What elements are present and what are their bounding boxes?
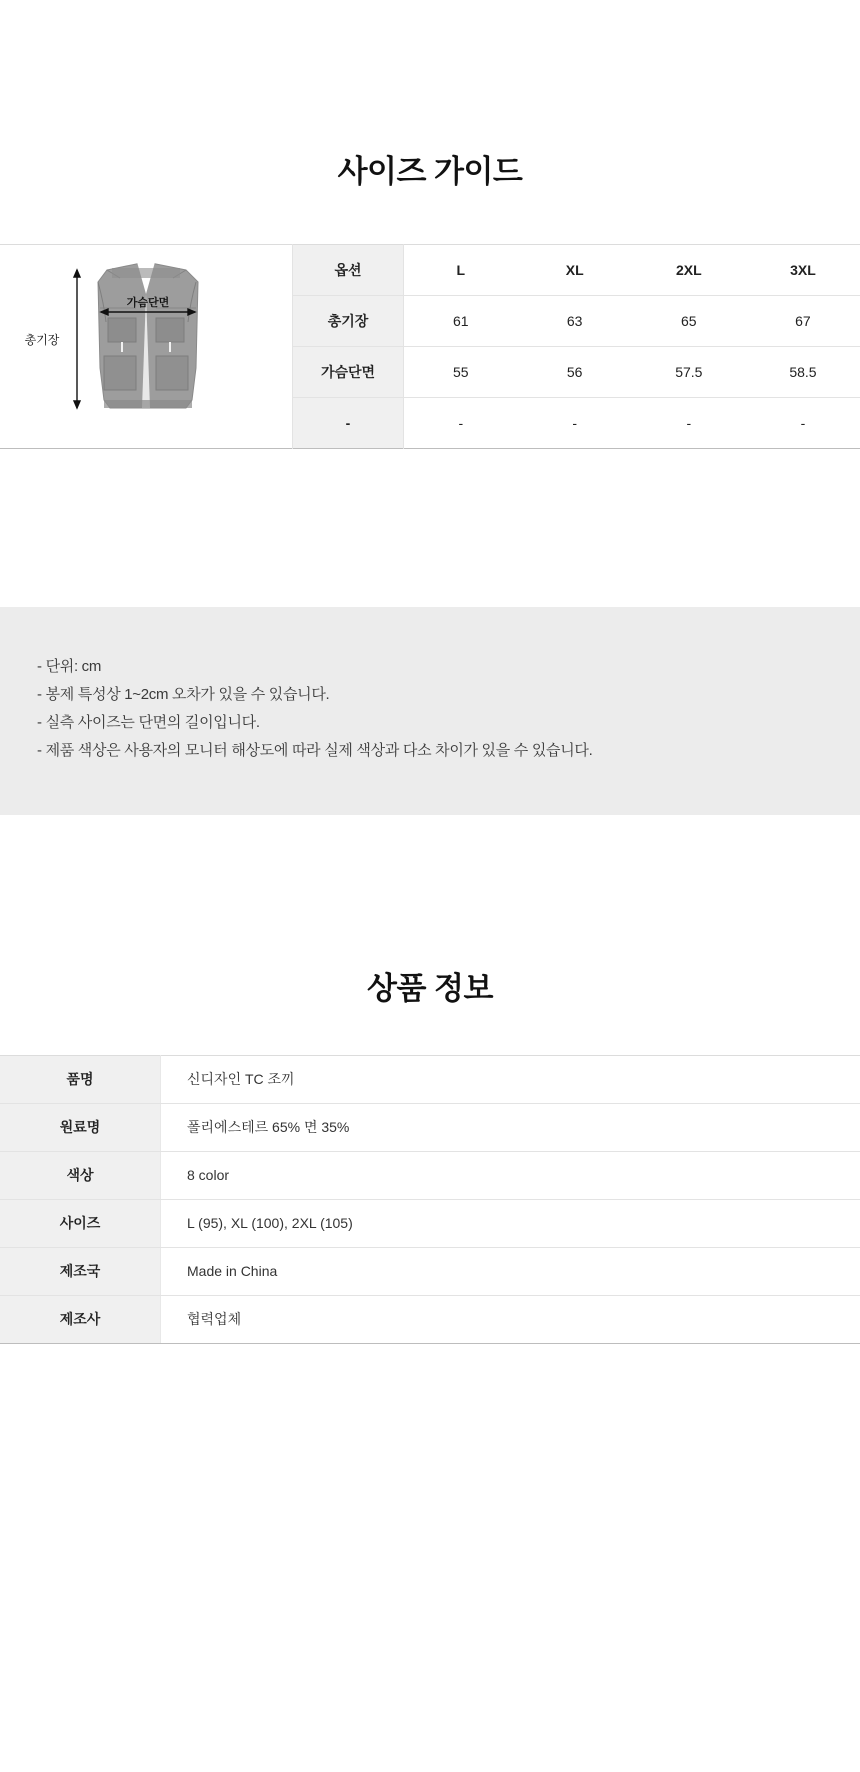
product-info-title: 상품 정보 <box>367 970 493 1006</box>
size-table-header-xl: XL <box>565 261 584 278</box>
info-label-product-name: 품명 <box>0 1055 161 1103</box>
size-table-header-2xl: 2XL <box>675 261 702 278</box>
info-label-color: 색상 <box>0 1151 161 1199</box>
size-cell: - <box>518 397 632 448</box>
size-guide-title: 사이즈 가이드 <box>337 153 523 189</box>
note-line: - 제품 색상은 사용자의 모니터 해상도에 따라 실제 색상과 다소 차이가 있을 수 있습니다. <box>37 741 593 759</box>
info-label-manufacturer: 제조사 <box>0 1295 161 1343</box>
vest-diagram <box>0 248 292 444</box>
table-row <box>0 1247 860 1295</box>
size-cell: 58.5 <box>746 346 860 397</box>
info-value-manufacturer: 협력업체 <box>161 1295 860 1343</box>
table-row <box>0 1151 860 1199</box>
size-guide-section <box>0 244 860 449</box>
size-table-header-3xl: 3XL <box>790 261 816 278</box>
info-label-origin: 제조국 <box>0 1247 161 1295</box>
info-value-material: 폴리에스테르 65% 면 35% <box>161 1103 860 1151</box>
table-row <box>0 244 860 295</box>
size-cell: - <box>404 397 518 448</box>
size-notes-block <box>0 607 860 815</box>
size-cell: 56 <box>518 346 632 397</box>
size-table-header-option: 옵션 <box>293 244 404 295</box>
table-row <box>0 1199 860 1247</box>
product-info-section <box>0 1055 860 1344</box>
size-cell: 57.5 <box>632 346 746 397</box>
size-cell: 61 <box>404 295 518 346</box>
info-value-origin: Made in China <box>161 1247 860 1295</box>
table-row <box>0 1103 860 1151</box>
note-line: - 실측 사이즈는 단면의 길이입니다. <box>37 713 260 731</box>
table-row <box>0 1055 860 1103</box>
size-cell: - <box>632 397 746 448</box>
info-value-product-name: 신디자인 TC 조끼 <box>161 1055 860 1103</box>
product-info-table <box>0 1055 860 1344</box>
size-table-header-l: L <box>456 261 466 278</box>
size-cell: 67 <box>746 295 860 346</box>
size-cell: - <box>746 397 860 448</box>
size-row-label-chest: 가슴단면 <box>293 346 404 397</box>
info-label-size: 사이즈 <box>0 1199 161 1247</box>
info-label-material: 원료명 <box>0 1103 161 1151</box>
note-line: - 봉제 특성상 1~2cm 오차가 있을 수 있습니다. <box>37 685 330 703</box>
chest-measure-label: 가슴단면 <box>126 297 170 310</box>
size-row-label-empty: - <box>293 397 404 448</box>
size-cell: 65 <box>632 295 746 346</box>
info-value-size: L (95), XL (100), 2XL (105) <box>161 1199 860 1247</box>
length-measure-label: 총기장 <box>24 333 60 348</box>
size-row-label-length: 총기장 <box>293 295 404 346</box>
note-line: - 단위: cm <box>37 657 102 675</box>
info-value-color: 8 color <box>161 1151 860 1199</box>
table-row <box>0 1295 860 1343</box>
size-table <box>0 244 860 449</box>
vest-diagram-cell <box>0 244 293 448</box>
size-cell: 63 <box>518 295 632 346</box>
size-cell: 55 <box>404 346 518 397</box>
